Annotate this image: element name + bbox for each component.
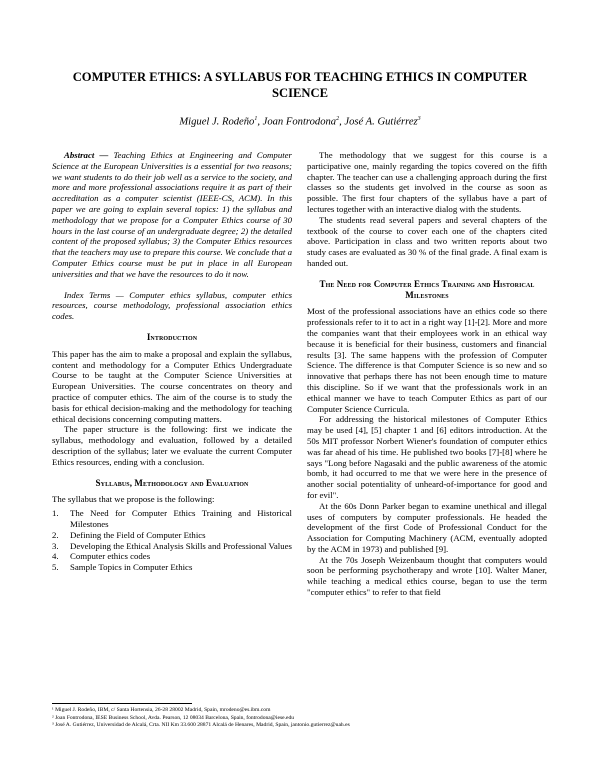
index-terms-text: Computer ethics syllabus, computer ethics resources, course methodology, professional association ethics codes. xyxy=(52,289,293,322)
abstract-text: Teaching Ethics at Engineering and Computer Science at the European Universities is a essential for two reasons; we want students to do their job well as a service to the society, and more and more professional associations require it as part of their accreditation as a computer scientist (IEEE-CS, ACM). In this paper we are going to explain several topics: 1) the syllabus and methodology that we propose for a Computer Ethics course of 30 hours in the last course of an undergraduate degree; 2) the detailed content of the proposed syllabus; 3) the Computer Ethics resources that the teachers may use to prepare this course. We conclude that a Computer Ethics course must be put in place in all European universities and that we have the resources to do it now. xyxy=(52,150,292,279)
list-item-text: The Need for Computer Ethics Training and Historical Milestones xyxy=(70,508,292,529)
abstract xyxy=(52,150,292,280)
author-3-mark: 3 xyxy=(417,116,421,122)
index-terms-label: Index Terms — xyxy=(64,289,124,300)
syllabus-list xyxy=(52,508,292,573)
need-paragraph-4: At the 70s Joseph Weizenbaum thought that computers would soon be performing psychotherapy and wrote [10]. Walter Maner, while teaching a medical ethics course, began to use the term "computer ethics" to refer to that field xyxy=(307,554,547,598)
list-item xyxy=(52,562,292,573)
list-item-number: 2. xyxy=(52,529,59,540)
list-item-number: 5. xyxy=(52,562,59,573)
method-paragraph-2: The students read several papers and several chapters of the textbook of the course to cover each one of the chapters cited above. Participation in class and two written reports about two study cases are evaluated as 30 % of the final grade. A final exam is handed out. xyxy=(307,214,547,268)
intro-heading: Introduction xyxy=(146,331,198,342)
list-item-text: Defining the Field of Computer Ethics xyxy=(70,529,206,540)
footnote-3: ³ José A. Gutiérrez, Universidad de Alcalá, Crta. NII Km 33.600 28871 Alcalá de Henares, Madrid, Spain, jantonio.gutierrez@uah.es xyxy=(52,722,350,729)
left-column xyxy=(52,150,292,573)
index-terms xyxy=(52,290,292,322)
syllabus-lead: The syllabus that we propose is the following: xyxy=(52,494,215,505)
author-3: José A. Gutiérrez xyxy=(344,116,418,128)
footnote-rule xyxy=(52,703,192,704)
author-1-mark: 1 xyxy=(254,116,258,122)
author-2: Joan Fontrodona xyxy=(262,116,337,128)
list-item xyxy=(52,551,292,562)
footnote-1: ¹ Miguel J. Rodeño, IBM, c/ Santa Hortensia, 26-28 28002 Madrid, Spain, mrodeno@es.ibm.com xyxy=(52,707,271,713)
author-1: Miguel J. Rodeño xyxy=(179,116,255,128)
list-item-number: 4. xyxy=(52,551,59,562)
author-line: Miguel J. Rodeño$^1$, Joan Fontrodona$^2$, José A. Gutiérrez$^3$ xyxy=(179,116,421,128)
need-paragraph-2: For addressing the historical milestones of Computer Ethics may be used [4], [5] chapter 1 and [6] editors introduction. At the 50s MIT professor Norbert Wiener's foundation of computer ethics was far ahead of his time. He published two books [7]-[8] where he says "Long before Nagasaki and the public awareness of the atomic bomb, it had occurred to me that we were here in the presence of another social potentiality of unheard-of-importance for good and for evil". xyxy=(307,414,547,500)
need-paragraph-3: At the 60s Donn Parker began to examine unethical and illegal uses of computers by computer professionals. He headed the development of the first Code of Professional Conduct for the Association for Computing Machinery (ACM, eventually adopted by the ACM in 1973) and published [9]. xyxy=(307,500,547,554)
list-item xyxy=(52,530,292,541)
list-item xyxy=(52,541,292,552)
list-item-text: Computer ethics codes xyxy=(70,551,151,562)
list-item-number: 3. xyxy=(52,540,59,551)
paper-title: COMPUTER ETHICS: A SYLLABUS FOR TEACHING ETHICS IN COMPUTER SCIENCE xyxy=(72,70,528,100)
author-2-mark: 2 xyxy=(336,116,340,122)
syllabus-heading: Syllabus, Methodology and Evaluation xyxy=(95,477,249,488)
method-paragraph-1: The methodology that we suggest for this course is a participative one, mainly regarding the topics covered on the fifth chapter. The teacher can use a challenging approach during the first classes so the students get involved in the course as soon as possible. The first four chapters of the syllabus have a part of lectures together with an interactive dialog with the students. xyxy=(307,150,547,214)
list-item-text: Sample Topics in Computer Ethics xyxy=(70,562,193,573)
list-item-text: Developing the Ethical Analysis Skills and Professional Values xyxy=(70,540,292,551)
list-item xyxy=(52,508,292,530)
footnotes xyxy=(52,707,552,730)
right-column xyxy=(307,150,547,598)
intro-paragraph-1: This paper has the aim to make a proposal and explain the syllabus, content and methodology for a Computer Ethics Undergraduate Course to be taught at the Computer Science Universities at European Universities. The course concentrates on theory and practice of computer ethics. The aim of the course is to study the basis for ethical decision-making and the methodology for teaching ethical decisions concerning computing matters. xyxy=(52,348,292,424)
need-paragraph-1: Most of the professional associations have an ethics code so there professionals refer to it to act in a right way [1]-[2]. More and more the companies want that their employees work in an ethical way because it is beneficial for their business, customers and financial results [3]. The same happens with the profession of Computer Science. The difference is that Computer Science is so new and so innovative that perhaps there has not been enough time to mature this discipline. So if we want that the professionals work in an ethical manner we have to teach Computer Ethics as part of our Computer Science Curricula. xyxy=(307,306,547,414)
intro-paragraph-2: The paper structure is the following: first we indicate the syllabus, methodology and evaluation, followed by a detailed description of the syllabus; later we evaluate the current Computer Ethics resources, ending with a conclusion. xyxy=(52,424,292,467)
list-item-number: 1. xyxy=(52,508,59,519)
need-heading: The Need for Computer Ethics Training and Historical Milestones xyxy=(319,278,535,300)
footnote-2: ² Joan Fontrodona, IESE Business School, Avda. Pearson, 12 08034 Barcelona, Spain, fontrodona@iese.edu xyxy=(52,714,295,721)
abstract-label: Abstract — xyxy=(64,150,109,160)
